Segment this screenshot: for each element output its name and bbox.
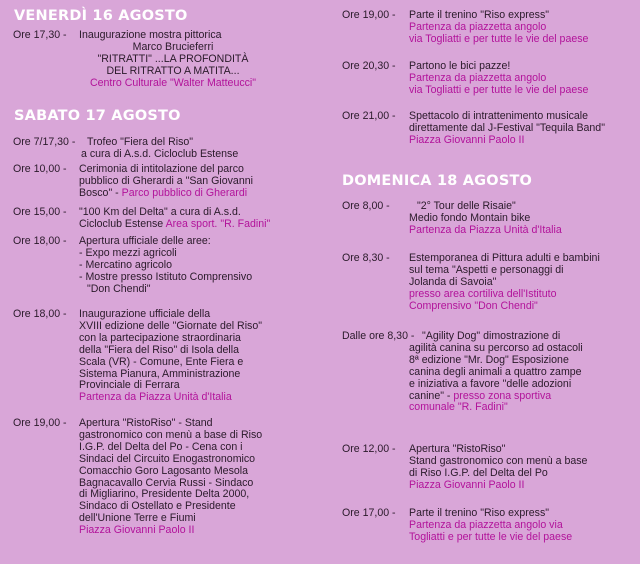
event-line: di Riso I.G.P. del Delta del Po xyxy=(409,466,548,479)
event-location: comunale "R. Fadini" xyxy=(409,401,508,414)
event-line: Parte il trenino "Riso express" xyxy=(409,9,549,21)
event-line: a cura di A.s.d. Cicloclub Estense xyxy=(81,148,239,160)
event-location: Centro Culturale "Walter Matteucci" xyxy=(89,76,257,89)
event-line: "2° Tour delle Risaie" xyxy=(417,200,516,212)
event-time: Ore 17,00 - xyxy=(342,507,396,519)
event-line: - Mostre presso Istituto Comprensivo xyxy=(79,270,253,283)
event-location: presso area cortiliva dell'Istituto xyxy=(409,287,557,300)
event-line: sul tema "Aspetti e personaggi di xyxy=(409,263,564,276)
event-line: Provinciale di Ferrara xyxy=(79,379,180,392)
event-time: Ore 8,30 - xyxy=(342,252,390,264)
event-line: Comacchio Goro Lagosanto Mesola xyxy=(79,464,249,477)
event-line: Scala (VR) - Comune, Ente Fiera e xyxy=(79,355,244,368)
event-line: Sindaco di Ostellato e Presidente xyxy=(79,500,236,513)
event-line: Parte il trenino "Riso express" xyxy=(409,507,549,519)
event-time: Ore 20,30 - xyxy=(342,60,396,72)
event-line: "RITRATTI" ...LA PROFONDITÀ xyxy=(97,52,249,65)
event-location: Partenza da piazzetta angolo xyxy=(409,71,547,84)
event-location: Piazza Giovanni Paolo II xyxy=(409,133,525,146)
event-line: Cerimonia di intitolazione del parco xyxy=(79,163,244,175)
event-line: Spettacolo di intrattenimento musicale xyxy=(409,110,589,122)
event-time: Ore 21,00 - xyxy=(342,110,396,122)
event-line: Bagnacavallo Cervia Russi - Sindaco xyxy=(79,476,254,489)
event-location: Partenza da piazzetta angolo xyxy=(409,20,547,33)
event-line: canina degli animali a quattro zampe xyxy=(409,365,582,378)
event-time: Ore 18,00 - xyxy=(13,235,67,247)
event-location: Partenza da Piazza Unità d'Italia xyxy=(79,391,232,404)
event-line: Sistema Pianura, Amministrazione xyxy=(79,367,241,380)
day-heading-friday: VENERDÌ 16 AGOSTO xyxy=(14,8,188,24)
event-location: Piazza Giovanni Paolo II xyxy=(409,478,525,491)
event-time: Ore 19,00 - xyxy=(342,9,396,21)
event-line: Apertura "RistoRiso" - Stand xyxy=(79,417,213,429)
event-location: Comprensivo "Don Chendi" xyxy=(409,299,538,312)
event-location: via Togliatti e per tutte le vie del paese xyxy=(409,83,589,96)
event-line: Medio fondo Montain bike xyxy=(409,211,531,224)
event-line: Jolanda di Savoia" xyxy=(409,275,497,288)
event-line: "Don Chendi" xyxy=(87,282,151,295)
event-line: dell'Unione Terre e Fiumi xyxy=(79,512,196,525)
event-location: presso zona sportiva xyxy=(453,389,552,402)
event-line: Bosco" - xyxy=(79,186,119,199)
event-line: I.G.P. del Delta del Po - Cena con i xyxy=(79,440,243,453)
event-line: agilità canina su percorso ad ostacoli xyxy=(409,341,583,354)
event-line: "100 Km del Delta" a cura di A.s.d. xyxy=(79,206,241,218)
event-line: DEL RITRATTO A MATITA... xyxy=(106,64,240,77)
event-location: Parco pubblico di Gherardi xyxy=(121,186,248,199)
event-location: Togliatti e per tutte le vie del paese xyxy=(409,530,573,543)
event-line: Sindaci del Circuito Enogastronomico xyxy=(79,452,256,465)
event-time: Ore 8,00 - xyxy=(342,200,390,212)
event-line: e iniziativa a favore "delle adozioni xyxy=(409,377,572,390)
event-location: Area sport. "R. Fadini" xyxy=(165,217,271,230)
event-line: della "Fiera del Riso" di Isola della xyxy=(79,343,240,356)
event-line: 8ª edizione "Mr. Dog" Esposizione xyxy=(409,353,569,366)
event-time: Ore 15,00 - xyxy=(13,206,67,218)
day-heading-sunday: DOMENICA 18 AGOSTO xyxy=(342,173,533,189)
event-time: Ore 12,00 - xyxy=(342,443,396,455)
day-heading-saturday: SABATO 17 AGOSTO xyxy=(14,108,181,124)
event-line: direttamente dal J-Festival "Tequila Band" xyxy=(409,121,605,134)
event-line: Trofeo "Fiera del Riso" xyxy=(87,136,194,148)
event-line: - Expo mezzi agricoli xyxy=(79,246,177,259)
event-time: Ore 10,00 - xyxy=(13,163,67,175)
event-line: Stand gastronomico con menù a base xyxy=(409,454,588,467)
event-line: pubblico di Gherardi a "San Giovanni xyxy=(79,174,253,187)
event-line: Apertura "RistoRiso" xyxy=(409,443,506,455)
event-location: via Togliatti e per tutte le vie del paese xyxy=(409,32,589,45)
event-line: Partono le bici pazze! xyxy=(409,60,511,72)
event-time: Ore 19,00 - xyxy=(13,417,67,429)
event-line: Cicloclub Estense xyxy=(79,217,164,230)
event-line: Inaugurazione ufficiale della xyxy=(79,308,211,320)
event-line: Inaugurazione mostra pittorica xyxy=(79,29,222,41)
event-line: "Agility Dog" dimostrazione di xyxy=(422,330,561,342)
event-line: di Migliarino, Presidente Delta 2000, xyxy=(79,488,250,501)
event-line: gastronomico con menù a base di Riso xyxy=(79,428,263,441)
event-line: Estemporanea di Pittura adulti e bambini xyxy=(409,252,600,264)
event-line: canine" - xyxy=(409,389,451,402)
event-time: Dalle ore 8,30 - xyxy=(342,330,415,342)
event-time: Ore 17,30 - xyxy=(13,29,67,41)
event-time: Ore 7/17,30 - xyxy=(13,136,76,148)
event-line: XVIII edizione delle "Giornate del Riso" xyxy=(79,319,263,332)
event-line: con la partecipazione straordinaria xyxy=(79,331,241,344)
event-line: Marco Brucieferri xyxy=(132,41,214,53)
event-line: - Mercatino agricolo xyxy=(79,258,173,271)
event-location: Piazza Giovanni Paolo II xyxy=(79,524,195,537)
event-location: Partenza da piazzetta angolo via xyxy=(409,518,563,531)
event-location: Partenza da Piazza Unità d'Italia xyxy=(409,223,562,236)
event-line: Apertura ufficiale delle aree: xyxy=(79,235,211,247)
event-time: Ore 18,00 - xyxy=(13,308,67,320)
